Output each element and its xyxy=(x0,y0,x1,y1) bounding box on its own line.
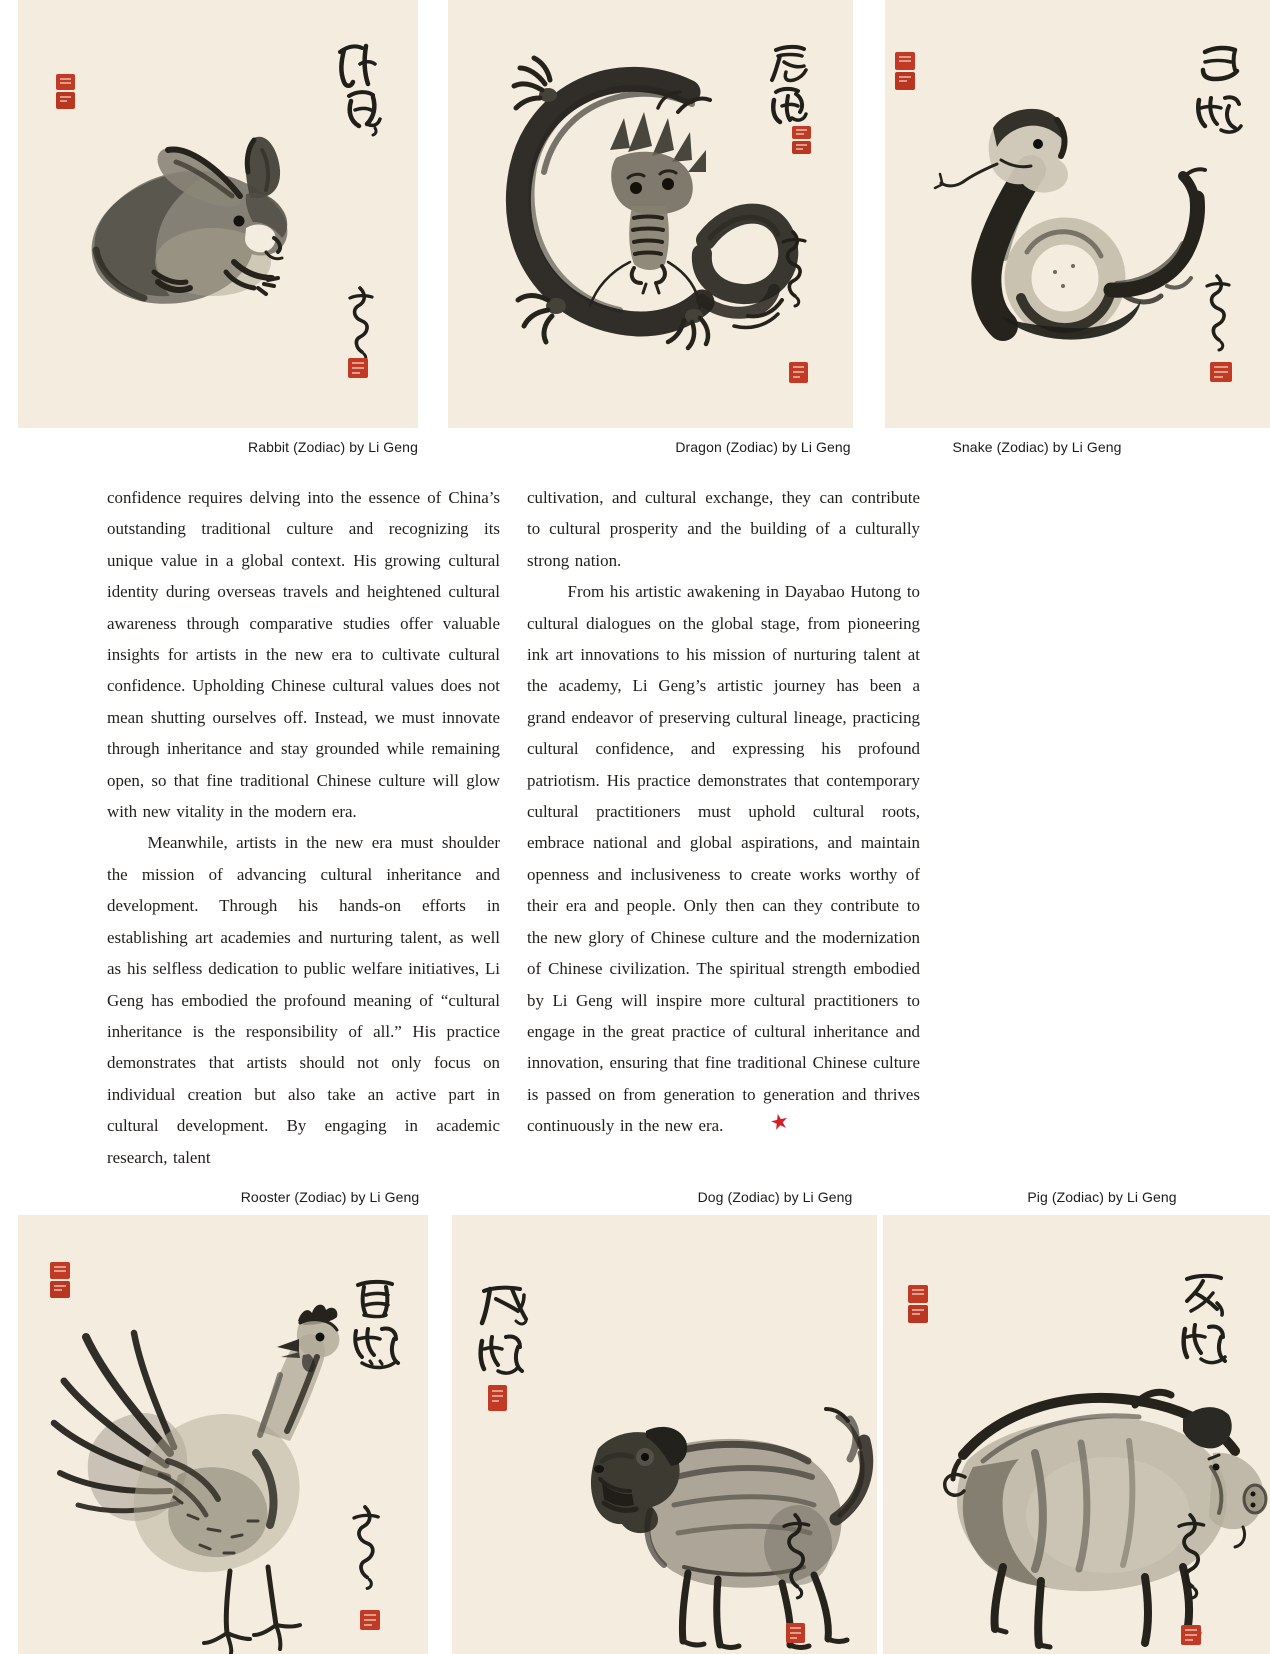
article-paragraph: cultivation, and cultural exchange, they can contribute to cultural prosperity and the building of a culturally strong nation. xyxy=(527,488,920,570)
article-paragraph: Meanwhile, artists in the new era must shoulder the mission of advancing cultural inheritance and development. Through his hands-on efforts in establishing art academies and nurturing talent, as well as his selfless dedication to public welfare initiatives, Li Geng has embodied the profound meaning of “cultural inheritance is the responsibility of all.” His practice demonstrates that artists should not only focus on individual creation but also take an active part in cultural development. By engaging in academic research, talent xyxy=(107,833,500,1167)
dog-ink-painting xyxy=(452,1215,877,1654)
caption-rabbit: Rabbit (Zodiac) by Li Geng xyxy=(248,439,418,455)
caption-rooster: Rooster (Zodiac) by Li Geng xyxy=(240,1189,420,1205)
article-paragraph xyxy=(527,576,920,1141)
article-paragraph: confidence requires delving into the essence of China’s outstanding traditional culture and recognizing its unique value in a global context. His growing cultural identity during overseas travels and heightened cultural awareness through comparative studies offer valuable insights for artists in the new era to cultivate cultural confidence. Upholding Chinese cultural values does not mean shutting ourselves off. Instead, we must innovate through inheritance and stay grounded while remaining open, so that fine traditional Chinese culture will glow with new vitality in the modern era. xyxy=(107,488,500,822)
painting-dragon xyxy=(448,0,853,428)
painting-rooster xyxy=(18,1215,428,1654)
painting-pig xyxy=(883,1215,1270,1654)
article-column-1 xyxy=(107,482,500,1173)
article-column-2 xyxy=(527,482,920,1142)
pig-ink-painting xyxy=(883,1215,1270,1654)
dragon-ink-painting xyxy=(448,0,853,428)
caption-dog: Dog (Zodiac) by Li Geng xyxy=(697,1189,853,1205)
rooster-ink-painting xyxy=(18,1215,428,1654)
painting-rabbit xyxy=(18,0,418,428)
red-star-icon: ★ xyxy=(768,1108,792,1136)
painting-dog xyxy=(452,1215,877,1654)
painting-snake xyxy=(885,0,1270,428)
rabbit-ink-painting xyxy=(18,0,418,428)
caption-dragon: Dragon (Zodiac) by Li Geng xyxy=(675,439,851,455)
caption-pig: Pig (Zodiac) by Li Geng xyxy=(1027,1189,1177,1205)
caption-snake: Snake (Zodiac) by Li Geng xyxy=(952,439,1122,455)
article-text: From his artistic awakening in Dayabao Hutong to cultural dialogues on the global stage, from pioneering ink art innovations to his mission of nurturing talent at the academy, Li Geng’s artistic journey has been a grand endeavor of preserving cultural lineage, practicing cultural confidence, and expressing his profound patriotism. His practice demonstrates that contemporary cultural practitioners must uphold cultural roots, embrace national and global aspirations, and maintain openness and inclusiveness to create works worthy of their era and people. Only then can they contribute to the new glory of Chinese culture and the modernization of Chinese civilization. The spiritual strength embodied by Li Geng will inspire more cultural practitioners to engage in the great practice of cultural inheritance and innovation, ensuring that fine traditional Chinese culture is passed on from generation to generation and thrives continuously in the new era. xyxy=(527,582,920,1136)
snake-ink-painting xyxy=(885,0,1270,428)
